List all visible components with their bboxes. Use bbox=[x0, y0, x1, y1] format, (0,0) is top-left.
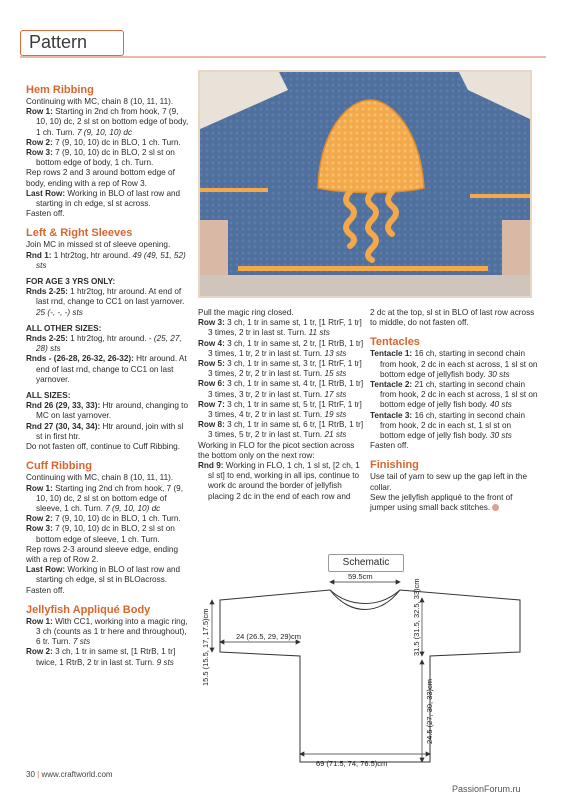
jelly-row-6: Row 6: 3 ch, 1 tr in same st, 4 tr, [1 RtrB, 1 tr] 3 times, 3 tr, 2 tr in last st. Turn. 17 sts bbox=[198, 379, 364, 399]
jelly-row-3: Row 3: 3 ch, 1 tr in same st, 1 tr, [1 RtrF, 1 tr] 3 times, 2 tr in last st. Turn. 11 sts bbox=[198, 318, 362, 338]
end-mark-icon bbox=[492, 504, 499, 511]
sleeves-intro: Join MC in missed st of sleeve opening. bbox=[26, 240, 171, 250]
cuff-repeat: Rep rows 2-3 around sleeve edge, ending with a rep of Row 2. bbox=[26, 544, 179, 564]
hem-repeat: Rep rows 2 and 3 around bottom edge of body, ending with a rep of Row 3. bbox=[26, 168, 175, 188]
all-rnd-1: Rnd 26 (29, 33, 33): Htr around, changing to MC on last yarnover. bbox=[26, 401, 189, 421]
jelly-row-1: Row 1: With CC1, working into a magic ring, 3 ch (counts as 1 tr here and throughout), 6 tr. Turn. 7 sts bbox=[26, 616, 188, 647]
rnd9-continued: 2 dc at the top, sl st in BLO of last row across to middle, do not fasten off. bbox=[370, 308, 535, 328]
picot-note: Working in FLO for the picot section across the bottom only on the next row: bbox=[198, 440, 355, 460]
dim-armhole: 31.5 (31.5, 32.5, 33)cm bbox=[412, 578, 421, 656]
all-rnd-2: Rnd 27 (30, 34, 34): Htr around, join with sl st in first htr. bbox=[26, 421, 184, 441]
jelly-row-8: Row 8: 3 ch, 1 tr in same st, 6 tr, [1 RtrB, 1 tr] 3 times, 5 tr, 2 tr in last st. Turn. 21 sts bbox=[198, 420, 364, 440]
heading-tentacles: Tentacles bbox=[370, 336, 420, 349]
column-2 bbox=[198, 308, 364, 502]
dim-top-width: 59.5cm bbox=[348, 572, 373, 581]
jelly-row-7: Row 7: 3 ch, 1 tr in same st, 5 tr, [1 RtrF, 1 tr] 3 times, 4 tr, 2 tr in last st. Turn. 19 sts bbox=[198, 399, 362, 420]
subheading-all-sizes: ALL SIZES: bbox=[26, 391, 71, 401]
cuff-fasten: Fasten off. bbox=[26, 585, 65, 595]
subheading-age3: FOR AGE 3 YRS ONLY: bbox=[26, 277, 116, 287]
photo-frame bbox=[198, 70, 532, 298]
heading-jellyfish-body: Jellyfish Appliqué Body bbox=[26, 603, 151, 616]
column-3 bbox=[370, 308, 538, 513]
hem-last-row: Last Row: Working in BLO of last row and starting in ch edge, sl st across. bbox=[26, 188, 181, 209]
hem-row-1: Row 1: Starting in 2nd ch from hook, 7 (9, 10, 10) dc, 2 sl st on bottom edge of body, 1 ch. Turn. 7 (9, 10, 10) dc bbox=[26, 107, 189, 137]
jelly-row-4: Row 4: 3 ch, 1 tr in same st, 2 tr, [1 RtrB, 1 tr] 3 times, 1 tr, 2 tr in last st. Turn. 13 sts bbox=[198, 338, 364, 358]
site-link[interactable]: www.craftworld.com bbox=[41, 770, 113, 779]
column-1 bbox=[26, 80, 192, 668]
sweater-photo bbox=[198, 70, 532, 298]
page-title: Pattern bbox=[29, 32, 88, 52]
jelly-row-2: Row 2: 3 ch, 1 tr in same st, [1 RtrB, 1 tr] twice, 1 RtrB, 2 tr in last st. Turn. 9 sts bbox=[26, 647, 176, 667]
dim-bottom-width: 69 (71.5, 74, 76.5)cm bbox=[316, 759, 388, 768]
dim-sleeve-length: 15.5 (15.5, 17, 17.5)cm bbox=[201, 608, 210, 686]
other-rnds-2: Rnds - (26-28, 26-32, 26-32): Htr around. At end of last rnd, change to CC1 on last yarnover. bbox=[26, 354, 187, 384]
hem-intro: Continuing with MC, chain 8 (10, 11, 11). bbox=[26, 97, 174, 106]
schematic-title: Schematic bbox=[328, 554, 404, 572]
sweater-schematic bbox=[200, 568, 540, 768]
cuff-last-row: Last Row: Working in BLO of last row and starting ch edge, sl st in BLOacross. bbox=[26, 565, 181, 585]
tentacle-3: Tentacle 3: 16 ch, starting in second chain from hook, 2 dc in each st, 1 sl st on bottom edge of jelly fish body. 30 sts bbox=[370, 410, 526, 441]
dim-sleeve-width: 24 (26.5, 29, 29)cm bbox=[236, 632, 302, 641]
hem-fasten: Fasten off. bbox=[26, 209, 65, 219]
page-number: 30 bbox=[26, 770, 35, 779]
heading-sleeves: Left & Right Sleeves bbox=[26, 227, 133, 240]
heading-hem-ribbing: Hem Ribbing bbox=[26, 84, 94, 96]
dim-body-length: 24.5 (27, 30, 33)cm bbox=[425, 678, 434, 744]
finishing-2: Sew the jellyfish appliqué to the front of jumper using small back stitches. bbox=[370, 492, 513, 513]
section-tab bbox=[20, 30, 124, 56]
cuff-row-2: Row 2: 7 (9, 10, 10) dc in BLO, 1 ch. Turn. bbox=[26, 514, 181, 524]
all-end: Do not fasten off, continue to Cuff Ribbing. bbox=[26, 442, 180, 452]
jelly-row-5: Row 5: 3 ch, 1 tr in same st, 3 tr, [1 RtrF, 1 tr] 3 times, 2 tr, 2 tr in last st. Turn. 15 sts bbox=[198, 359, 362, 379]
finishing-1: Use tail of yarn to sew up the gap left in the collar. bbox=[370, 472, 528, 492]
tentacle-2: Tentacle 2: 21 ch, starting in second chain from hook, 2 dc in each st across, 1 sl st on bottom edge of jelly fish body. 40 sts bbox=[370, 380, 538, 410]
age3-rnds: Rnds 2-25: 1 htr2tog, htr around. At end of last rnd, change to CC1 on last yarnover. 25 (-, -, -) sts bbox=[26, 287, 185, 317]
cuff-intro: Continuing with MC, chain 8 (10, 11, 11). bbox=[26, 473, 174, 483]
other-rnds-1: Rnds 2-25: 1 htr2tog, htr around. - (25, 27, 28) sts bbox=[26, 334, 182, 354]
pull-ring: Pull the magic ring closed. bbox=[198, 308, 294, 317]
schematic-diagram bbox=[200, 568, 540, 773]
cuff-row-3: Row 3: 7 (9, 10, 10) dc in BLO, 2 sl st on bottom edge of sleeve, 1 ch. Turn. bbox=[26, 524, 175, 544]
sleeves-rnd-1: Rnd 1: 1 htr2tog, htr around. 49 (49, 51, 52) sts bbox=[26, 250, 186, 270]
hem-row-2: Row 2: 7 (9, 10, 10) dc in BLO, 1 ch. Turn. bbox=[26, 137, 181, 147]
jelly-rnd-9: Rnd 9: Working in FLO, 1 ch, 1 sl st, [2 ch, 1 sl st] to end, working in all ips, continue to work dc around the border of jellyfish placing 2 dc in the end of each row and bbox=[198, 461, 360, 501]
page-footer: 30 | www.craftworld.com bbox=[26, 770, 113, 779]
heading-cuff-ribbing: Cuff Ribbing bbox=[26, 460, 92, 473]
hem-row-3: Row 3: 7 (9, 10, 10) dc in BLO, 2 sl st on bottom edge of body, 1 ch. Turn. bbox=[26, 148, 175, 168]
watermark: PassionForum.ru bbox=[452, 784, 521, 794]
cuff-row-1: Row 1: Starting ing 2nd ch from hook, 7 (9, 10, 10) dc, 2 sl st on bottom edge of sleeve, 1 ch. Turn. 7 (9, 10, 10) dc bbox=[26, 483, 184, 513]
section-rule bbox=[20, 56, 546, 58]
subheading-other-sizes: ALL OTHER SIZES: bbox=[26, 323, 102, 333]
heading-finishing: Finishing bbox=[370, 459, 419, 472]
tentacle-fasten: Fasten off. bbox=[370, 441, 409, 451]
tentacle-1: Tentacle 1: 16 ch, starting in second chain from hook, 2 dc in each st across, 1 sl st on bottom edge of jellyfish body. 30 sts bbox=[370, 349, 538, 379]
